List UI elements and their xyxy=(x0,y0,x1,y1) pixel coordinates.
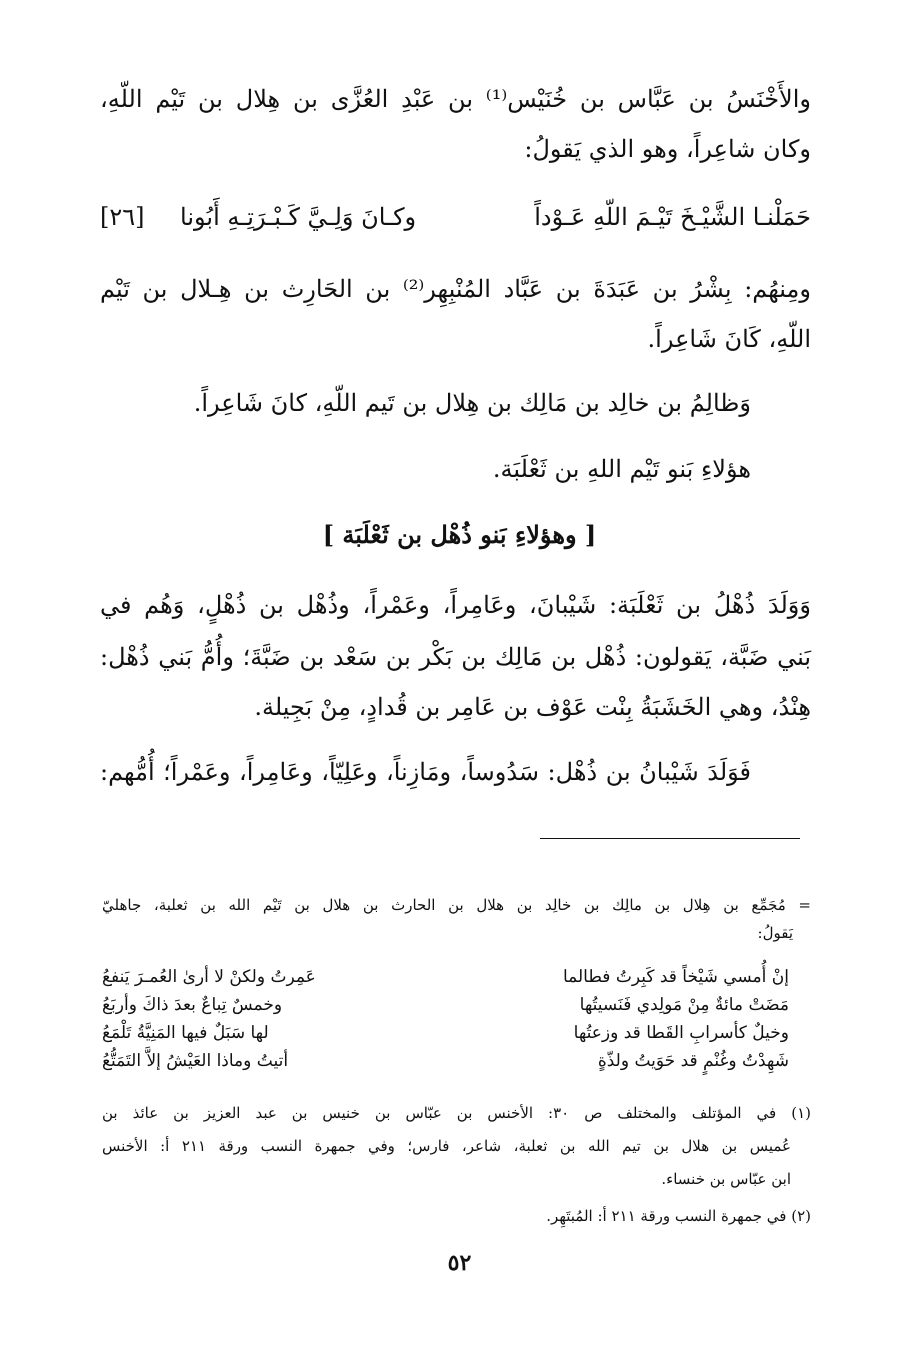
poem-second-hemistich: أتيتُ وماذا العَيْشُ إلاَّ التَمَتُّعُ xyxy=(102,1051,289,1071)
poem-second-hemistich: عَمِرتُ ولكنْ لا أرىٰ العُمـرَ يَنفعُ xyxy=(102,967,316,987)
paragraph-dhuhl-line-3: هِنْدُ، وهي الخَشَبَةُ بِنْت عَوْف بن عَامِر بن قُدادٍ، مِنْ بَجِيلة. xyxy=(254,693,811,721)
page-number: ٥٢ xyxy=(447,1250,472,1276)
footnote-1-line-3: ابن عبّاس بن خنساء. xyxy=(661,1170,791,1188)
footnote-1-line-2: عُميس بن هلال بن تيم الله بن ثعلبة، شاعر، فارس؛ وفي جمهرة النسب ورقة ٢١١ أ: الأخنس xyxy=(102,1137,791,1155)
paragraph-zalim: وَظالِمُ بن خالِد بن مَالِك بن هِلال بن تَيم اللّهِ، كانَ شَاعِراً. xyxy=(193,389,751,417)
section-heading: [ وهؤلاءِ بَنو ذُهْل بن ثَعْلَبَة ] xyxy=(322,520,597,549)
footnote-poem-line xyxy=(102,1047,789,1075)
paragraph-shayban: فَوَلَدَ شَيْبانُ بن ذُهْل: سَدُوساً، ومَازِناً، وعَلِيّاً، وعَامِراً، وعَمْراً؛ أُمُّهم: xyxy=(100,758,751,786)
poem-second-hemistich: لها سَبَلٌ فيها المَنِيَّةُ تَلْمَعُ xyxy=(102,1023,269,1043)
footnote-poem-line xyxy=(102,963,789,991)
footnote-poem-line xyxy=(102,1019,789,1047)
verse-line xyxy=(100,197,811,237)
paragraph-akhnas-line-2: وكان شاعِراً، وهو الذي يَقولُ: xyxy=(524,135,811,163)
poem-first-hemistich: شَهِدْتُ وغُنْمٍ قد حَوَيتُ ولذّةٍ xyxy=(597,1051,789,1071)
footnote-2: (٢) في جمهرة النسب ورقة ٢١١ أ: المُبتَهِر. xyxy=(546,1207,811,1225)
paragraph-dhuhl-line-2: بَني ضَبَّة، يَقولون: ذُهْل بن مَالِك بن بَكْر بن سَعْد بن ضَبَّةَ؛ وأُمُّ بَني ذُهْل: xyxy=(100,643,811,671)
footnote-poem-line xyxy=(102,991,789,1019)
poem-first-hemistich: إنْ أُمسي شَيْخاً قد كَبِرتُ فطالما xyxy=(562,967,789,987)
paragraph-bishr-line-1: ومِنهُم: بِشْرُ بن عَبَدَةَ بن عَبَّاد المُنْبِهِر⁽²⁾ بن الحَارِث بن هِـلال بن تَيْم xyxy=(100,275,811,303)
poem-second-hemistich: وخمسٌ تِباعٌ بعدَ ذاكَ وأربَعُ xyxy=(102,995,283,1015)
paragraph-bishr-line-2: اللّهِ، كَانَ شَاعِراً. xyxy=(647,325,811,353)
footnote-divider xyxy=(540,838,800,839)
footnote-continuation-line-1: = مُجَمِّع بن هِلال بن مالِك بن خالِد بن هلال بن الحارث بن هلال بن تَيْم الله بن ثعلبة، جاهليّ xyxy=(102,896,811,914)
footnote-1-line-1: (١) في المؤتلف والمختلف ص ٣٠: الأخنس بن عبّاس بن خنيس بن عبد العزيز بن عائذ بن xyxy=(102,1104,812,1122)
paragraph-taym-summary: هؤلاءِ بَنو تَيْم اللهِ بن ثَعْلَبَة. xyxy=(492,455,751,483)
verse-first-hemistich: حَمَلْنـا الشَّيْـخَ تَيْـمَ اللّهِ عَـوْداً xyxy=(534,203,811,231)
verse-second-hemistich: وكـانَ وَلِـيَّ كَـبْـرَتِـهِ أَبُونا xyxy=(180,203,417,231)
paragraph-akhnas-line-1: والأَخْنَسُ بن عَبَّاس بن خُنَيْس⁽¹⁾ بن عَبْدِ العُزَّى بن هِلال بن تَيْم اللّهِ، xyxy=(100,85,811,113)
verse-number: [٢٦] xyxy=(100,203,145,231)
poem-first-hemistich: وخيلٌ كأسرابِ القَطا قد وزعتُها xyxy=(573,1023,789,1043)
paragraph-dhuhl-line-1: وَوَلَدَ ذُهْلُ بن ثَعْلَبَة: شَيْبانَ، وعَامِراً، وعَمْراً، وذُهْل بن ذُهْلٍ، وَهُم في xyxy=(100,591,811,619)
poem-first-hemistich: مَضَتْ مائةٌ مِنْ مَولِدي فَنَسيتُها xyxy=(579,995,789,1015)
footnote-continuation-line-2: يَقولُ: xyxy=(757,924,793,942)
